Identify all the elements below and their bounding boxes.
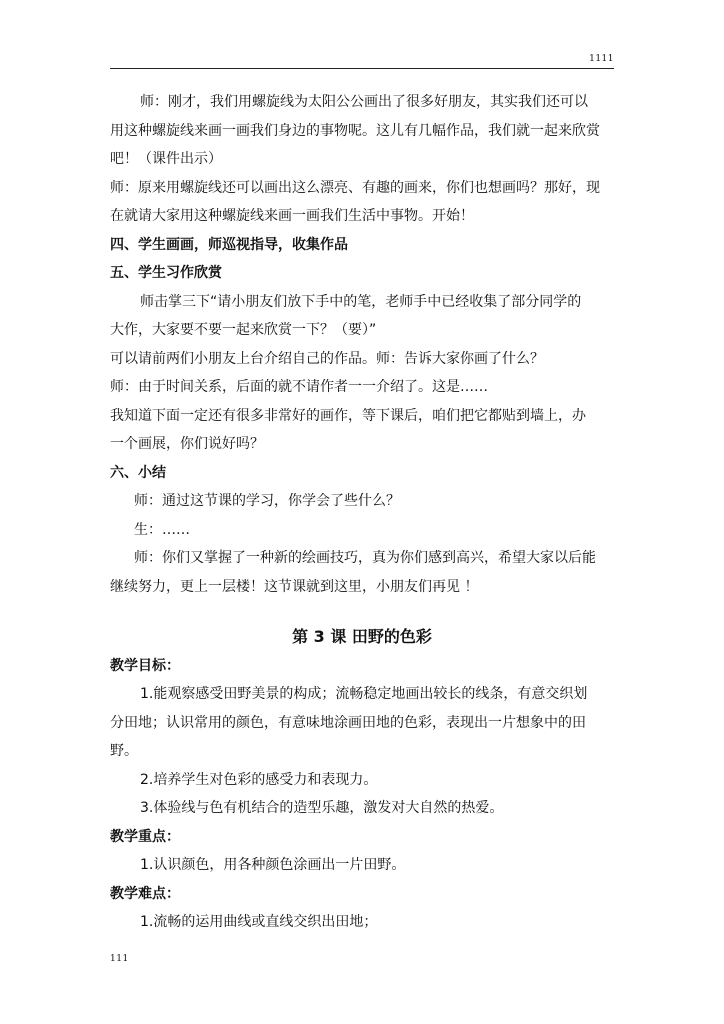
section-heading-5: 五、学生习作欣赏 <box>110 265 222 281</box>
goal-item: 分田地；认识常用的颜色，有意味地涂画田地的色彩，表现出一片想象中的田 <box>110 714 586 731</box>
paragraph-line: 师：原来用螺旋线还可以画出这么漂亮、有趣的画来，你们也想画吗？那好，现 <box>110 179 600 196</box>
paragraph-line: 师：你们又掌握了一种新的绘画技巧，真为你们感到高兴，希望大家以后能 <box>134 550 596 566</box>
paragraph-line: 用这种螺旋线来画一画我们身边的事物呢。这儿有几幅作品，我们就一起来欣赏 <box>110 122 600 139</box>
difficulties-heading: 教学难点： <box>110 885 180 902</box>
section-heading-6: 六、小结 <box>110 464 166 481</box>
paragraph-line: 大作，大家要不要一起来欣赏一下？（要）” <box>110 322 377 338</box>
difficulty-item: 1.流畅的运用曲线或直线交织出田地； <box>140 914 378 930</box>
paragraph-line: 吧！（课件出示） <box>110 151 222 167</box>
footer-page-number: 111 <box>110 954 129 964</box>
goal-item: 野。 <box>110 743 138 759</box>
paragraph-line: 一个画展，你们说好吗？ <box>110 436 264 452</box>
document-body <box>110 88 614 937</box>
paragraph-line: 继续努力，更上一层楼！这节课就到这里，小朋友们再见 ！ <box>110 578 479 595</box>
header-page-number: 1111 <box>589 54 614 64</box>
paragraph-line: 师击掌三下“请小朋友们放下手中的笔，老师手中已经收集了部分同学的 <box>140 293 582 310</box>
paragraph-line: 可以请前两们小朋友上台介绍自己的作品。师：告诉大家你画了什么？ <box>110 350 544 367</box>
paragraph-line: 师：由于时间关系，后面的就不请作者一一介绍了。这是…… <box>110 379 488 395</box>
section-heading-4: 四、学生画画，师巡视指导，收集作品 <box>110 236 348 253</box>
paragraph-line: 我知道下面一定还有很多非常好的画作，等下课后，咱们把它都贴到墙上，办 <box>110 407 586 424</box>
header-rule <box>110 68 614 69</box>
goals-heading: 教学目标： <box>110 657 180 674</box>
lesson-title: 第 3 课 田野的色彩 <box>292 627 432 646</box>
key-point-item: 1.认识颜色，用各种颜色涂画出一片田野。 <box>140 857 406 873</box>
goal-item: 2.培养学生对色彩的感受力和表现力。 <box>140 771 378 788</box>
goal-item: 3.体验线与色有机结合的造型乐趣，激发对大自然的热爱。 <box>140 800 504 816</box>
key-points-heading: 教学重点： <box>110 828 180 845</box>
paragraph-line: 师：刚才，我们用螺旋线为太阳公公画出了很多好朋友，其实我们还可以 <box>140 94 588 110</box>
paragraph-line: 生：…… <box>134 521 190 538</box>
paragraph-line: 在就请大家用这种螺旋线来画一画我们生活中事物。开始！ <box>110 208 474 224</box>
paragraph-line: 师：通过这节课的学习，你学会了些什么？ <box>134 493 400 509</box>
goal-item: 1.能观察感受田野美景的构成；流畅稳定地画出较长的线条，有意交织划 <box>140 686 588 702</box>
